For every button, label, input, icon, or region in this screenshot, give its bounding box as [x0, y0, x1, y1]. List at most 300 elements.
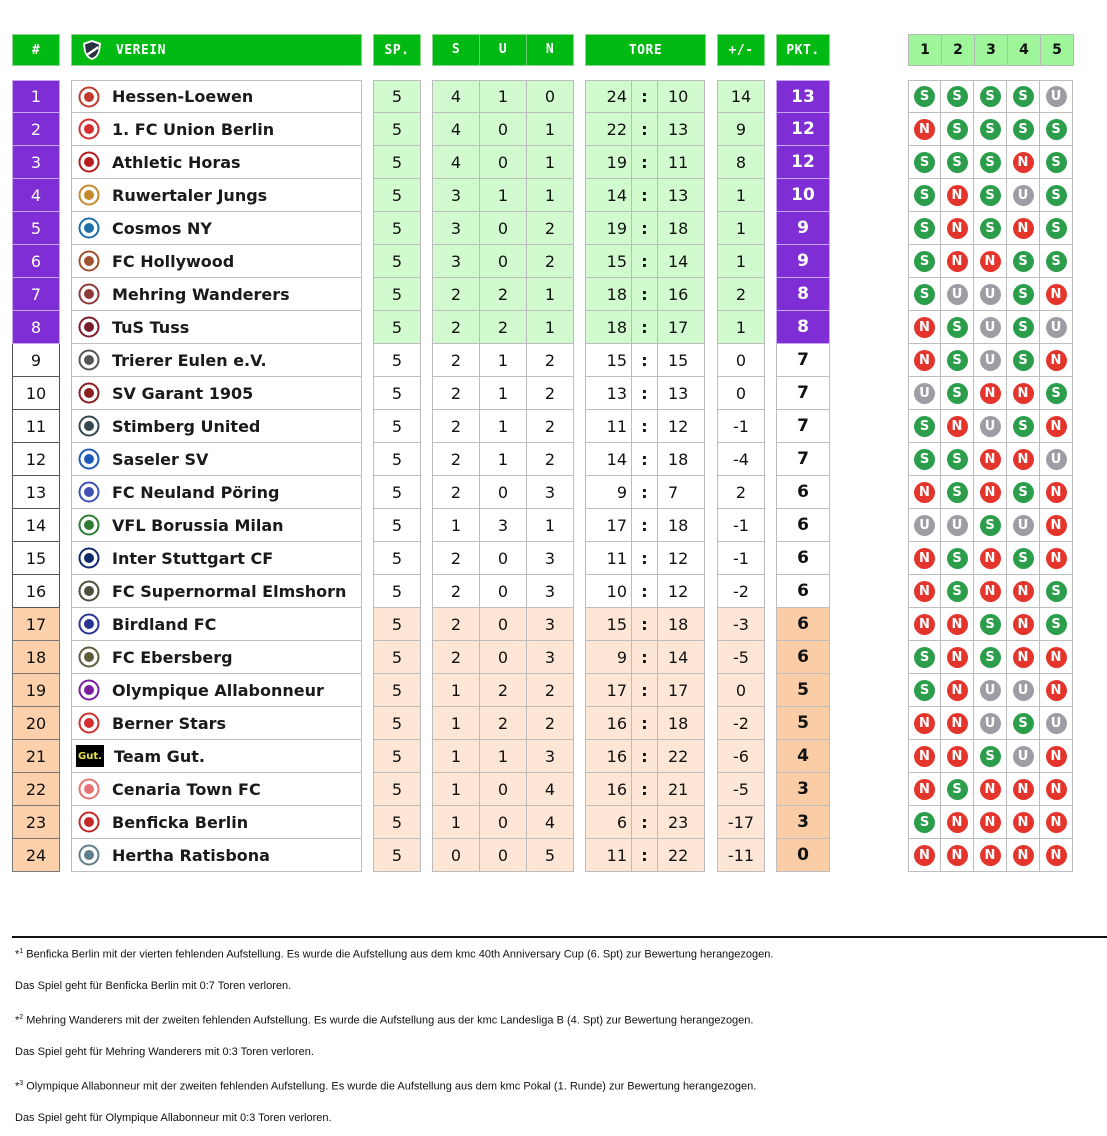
goals-for-cell: 19: [585, 146, 632, 179]
win-badge-icon: S: [947, 152, 968, 173]
draw-badge-icon: U: [1046, 86, 1067, 107]
played-cell: 5: [373, 179, 421, 212]
goals-against-cell: 15: [658, 344, 705, 377]
played-cell: 5: [373, 476, 421, 509]
goals-row: [585, 674, 706, 707]
goals-against-cell: 16: [658, 278, 705, 311]
team-row[interactable]: [71, 443, 362, 476]
rank-cell: 12: [12, 443, 60, 476]
form-row: [908, 377, 1074, 410]
form-cell: [974, 707, 1007, 740]
form-cell: [974, 509, 1007, 542]
team-row[interactable]: [71, 146, 362, 179]
team-name: FC Neuland Pöring: [112, 482, 280, 502]
loss-badge-icon: N: [947, 746, 968, 767]
form-cell: [1040, 542, 1073, 575]
form-cell: [974, 410, 1007, 443]
goals-row: [585, 80, 706, 113]
team-name: Olympique Allabonneur: [112, 680, 324, 700]
footnote-text: Das Spiel geht für Benficka Berlin mit 0:7 Toren verloren.: [15, 980, 292, 992]
team-row[interactable]: [71, 278, 362, 311]
rank-cell: 11: [12, 410, 60, 443]
team-row[interactable]: [71, 839, 362, 872]
record-row: [432, 245, 574, 278]
wins-cell: 2: [432, 311, 480, 344]
rank-cell: 17: [12, 608, 60, 641]
points-cell: 12: [776, 146, 830, 179]
goals-row: [585, 476, 706, 509]
rank-cell: 1: [12, 80, 60, 113]
win-badge-icon: S: [1013, 713, 1034, 734]
draws-cell: 3: [480, 509, 527, 542]
losses-cell: 2: [527, 212, 574, 245]
form-cell: [941, 278, 974, 311]
team-name: VFL Borussia Milan: [112, 515, 284, 535]
goals-row: [585, 641, 706, 674]
points-cell: 6: [776, 575, 830, 608]
form-cell: [941, 476, 974, 509]
form-row: [908, 674, 1074, 707]
form-cell: [1040, 707, 1073, 740]
team-row[interactable]: [71, 311, 362, 344]
loss-badge-icon: N: [1046, 515, 1067, 536]
form-cell: [908, 443, 941, 476]
goals-against-cell: 22: [658, 839, 705, 872]
draws-cell: 1: [480, 410, 527, 443]
header-played-label: SP.: [384, 42, 410, 58]
team-row[interactable]: [71, 245, 362, 278]
loss-badge-icon: N: [980, 383, 1001, 404]
loss-badge-icon: N: [914, 779, 935, 800]
loss-badge-icon: N: [947, 713, 968, 734]
borussia-milan-icon: [76, 513, 102, 537]
loss-badge-icon: N: [1046, 548, 1067, 569]
diff-cell: 1: [717, 245, 765, 278]
goals-row: [585, 509, 706, 542]
goals-against-cell: 7: [658, 476, 705, 509]
loss-badge-icon: N: [1013, 779, 1034, 800]
form-cell: [974, 740, 1007, 773]
team-name: Berner Stars: [112, 713, 227, 733]
goal-separator: :: [632, 476, 658, 509]
header-rank: [12, 34, 60, 66]
team-row[interactable]: [71, 212, 362, 245]
team-name: TuS Tuss: [112, 317, 190, 337]
team-name: Inter Stuttgart CF: [112, 548, 274, 568]
team-name: Team Gut.: [114, 746, 205, 766]
team-name: Hessen-Loewen: [112, 87, 254, 106]
form-row: [908, 509, 1074, 542]
loss-badge-icon: N: [914, 482, 935, 503]
points-cell: 7: [776, 377, 830, 410]
draws-cell: 2: [480, 278, 527, 311]
footnote-line: [15, 1046, 314, 1058]
losses-cell: 3: [527, 641, 574, 674]
form-cell: [1007, 839, 1040, 872]
header-record: [432, 34, 574, 66]
played-cell: 5: [373, 608, 421, 641]
form-cell: [1007, 740, 1040, 773]
loss-badge-icon: N: [980, 449, 1001, 470]
footnote-text: Mehring Wanderers mit der zweiten fehlenden Aufstellung. Es wurde die Aufstellung aus der kmc Landesliga B (4. Spt) zur Bewertung herangezogen.: [23, 1014, 754, 1027]
played-cell: 5: [373, 509, 421, 542]
lion-crest-icon: [76, 85, 102, 109]
record-row: [432, 641, 574, 674]
played-cell: 5: [373, 641, 421, 674]
form-cell: [1040, 443, 1073, 476]
form-row: [908, 641, 1074, 674]
draw-badge-icon: U: [1013, 746, 1034, 767]
form-cell: [1040, 146, 1073, 179]
played-cell: 5: [373, 245, 421, 278]
goals-row: [585, 344, 706, 377]
wins-cell: 2: [432, 443, 480, 476]
form-cell: [908, 179, 941, 212]
form-cell: [908, 674, 941, 707]
points-cell: 5: [776, 674, 830, 707]
rank-cell: 24: [12, 839, 60, 872]
form-row: [908, 344, 1074, 377]
diff-cell: -11: [717, 839, 765, 872]
supernormal-crest-icon: [76, 579, 102, 603]
loss-badge-icon: N: [1046, 812, 1067, 833]
loss-badge-icon: N: [1046, 845, 1067, 866]
form-cell: [1040, 575, 1073, 608]
win-badge-icon: S: [980, 515, 1001, 536]
draws-cell: 1: [480, 179, 527, 212]
team-name: Cenaria Town FC: [112, 779, 261, 799]
team-row[interactable]: [71, 740, 362, 773]
points-cell: 6: [776, 509, 830, 542]
wins-cell: 4: [432, 146, 480, 179]
wins-cell: 2: [432, 476, 480, 509]
team-row[interactable]: [71, 773, 362, 806]
goal-separator: :: [632, 212, 658, 245]
losses-cell: 3: [527, 740, 574, 773]
team-name: Ruwertaler Jungs: [112, 185, 268, 205]
loss-badge-icon: N: [1013, 449, 1034, 470]
diff-cell: 0: [717, 674, 765, 707]
ruwertaler-crest-icon: [76, 183, 102, 207]
form-cell: [1007, 377, 1040, 410]
footnote-text: Das Spiel geht für Mehring Wanderers mit 0:3 Toren verloren.: [15, 1046, 314, 1058]
loss-badge-icon: N: [1013, 152, 1034, 173]
record-row: [432, 806, 574, 839]
footnote-number: 3: [19, 1080, 24, 1087]
form-cell: [908, 806, 941, 839]
record-row: [432, 476, 574, 509]
form-cell: [1040, 740, 1073, 773]
goals-for-cell: 11: [585, 839, 632, 872]
rank-cell: 10: [12, 377, 60, 410]
win-badge-icon: S: [914, 284, 935, 305]
form-cell: [1007, 245, 1040, 278]
goals-row: [585, 377, 706, 410]
loss-badge-icon: N: [1046, 680, 1067, 701]
form-cell: [974, 179, 1007, 212]
form-cell: [1040, 641, 1073, 674]
win-badge-icon: S: [1013, 119, 1034, 140]
goals-against-cell: 13: [658, 113, 705, 146]
form-cell: [1007, 344, 1040, 377]
form-cell: [1040, 806, 1073, 839]
form-cell: [1007, 146, 1040, 179]
goals-against-cell: 12: [658, 575, 705, 608]
draws-cell: 2: [480, 311, 527, 344]
goal-separator: :: [632, 740, 658, 773]
loss-badge-icon: N: [1013, 845, 1034, 866]
draw-badge-icon: U: [1046, 449, 1067, 470]
loss-badge-icon: N: [914, 548, 935, 569]
draw-badge-icon: U: [1013, 515, 1034, 536]
team-name: Stimberg United: [112, 416, 261, 436]
win-badge-icon: S: [914, 185, 935, 206]
goal-separator: :: [632, 806, 658, 839]
form-cell: [908, 278, 941, 311]
form-cell: [1007, 476, 1040, 509]
form-cell: [908, 245, 941, 278]
goals-for-cell: 15: [585, 608, 632, 641]
goals-row: [585, 146, 706, 179]
goals-against-cell: 13: [658, 179, 705, 212]
form-cell: [941, 113, 974, 146]
goal-separator: :: [632, 146, 658, 179]
goals-for-cell: 13: [585, 377, 632, 410]
goal-separator: :: [632, 542, 658, 575]
goal-separator: :: [632, 443, 658, 476]
team-name: Trierer Eulen e.V.: [112, 350, 267, 370]
header-goals: [585, 34, 706, 66]
team-row[interactable]: [71, 806, 362, 839]
form-cell: [1007, 674, 1040, 707]
form-cell: [1007, 641, 1040, 674]
logo-text: Gut.: [78, 750, 102, 762]
diff-cell: 14: [717, 80, 765, 113]
team-row[interactable]: [71, 575, 362, 608]
win-badge-icon: S: [1013, 416, 1034, 437]
loss-badge-icon: N: [980, 251, 1001, 272]
team-row[interactable]: [71, 113, 362, 146]
form-cell: [908, 773, 941, 806]
form-row: [908, 773, 1074, 806]
team-row[interactable]: [71, 80, 362, 113]
rank-cell: 20: [12, 707, 60, 740]
draw-badge-icon: U: [980, 317, 1001, 338]
diff-column: [717, 80, 765, 872]
loss-badge-icon: N: [947, 680, 968, 701]
form-cell: [941, 575, 974, 608]
team-row[interactable]: [71, 608, 362, 641]
goal-separator: :: [632, 707, 658, 740]
record-row: [432, 443, 574, 476]
played-cell: 5: [373, 806, 421, 839]
win-badge-icon: S: [914, 218, 935, 239]
team-name: Athletic Horas: [112, 152, 241, 172]
loss-badge-icon: N: [1013, 581, 1034, 602]
win-badge-icon: S: [914, 416, 935, 437]
header-points-label: PKT.: [786, 42, 820, 58]
union-berlin-icon: [76, 117, 102, 141]
points-cell: 5: [776, 707, 830, 740]
loss-badge-icon: N: [947, 218, 968, 239]
team-row[interactable]: [71, 707, 362, 740]
team-row[interactable]: [71, 377, 362, 410]
played-cell: 5: [373, 674, 421, 707]
record-row: [432, 839, 574, 872]
win-badge-icon: S: [980, 152, 1001, 173]
loss-badge-icon: N: [914, 317, 935, 338]
form-cell: [1007, 806, 1040, 839]
record-row: [432, 311, 574, 344]
draws-cell: 1: [480, 443, 527, 476]
loss-badge-icon: N: [947, 845, 968, 866]
record-row: [432, 212, 574, 245]
loss-badge-icon: N: [980, 812, 1001, 833]
diff-cell: 0: [717, 344, 765, 377]
win-badge-icon: S: [1046, 251, 1067, 272]
footnote-divider: [12, 936, 1107, 938]
club-column: [71, 80, 362, 872]
draws-cell: 0: [480, 542, 527, 575]
points-cell: 6: [776, 542, 830, 575]
draw-badge-icon: U: [947, 515, 968, 536]
goals-against-cell: 12: [658, 542, 705, 575]
losses-cell: 4: [527, 806, 574, 839]
win-badge-icon: S: [1013, 482, 1034, 503]
footnote-line: [15, 1014, 753, 1027]
loss-badge-icon: N: [914, 713, 935, 734]
form-cell: [1007, 113, 1040, 146]
goals-row: [585, 773, 706, 806]
form-column: [908, 80, 1074, 872]
record-row: [432, 740, 574, 773]
goals-for-cell: 17: [585, 509, 632, 542]
footnote-text: Benficka Berlin mit der vierten fehlenden Aufstellung. Es wurde die Aufstellung aus dem kmc 40th Anniversary Cup (6. Spt) zur Bewertung herangezogen.: [23, 948, 774, 961]
form-cell: [1040, 113, 1073, 146]
draws-cell: 0: [480, 575, 527, 608]
form-cell: [908, 542, 941, 575]
form-cell: [1007, 575, 1040, 608]
team-row[interactable]: [71, 674, 362, 707]
win-badge-icon: S: [914, 86, 935, 107]
points-cell: 6: [776, 476, 830, 509]
team-name: FC Supernormal Elmshorn: [112, 581, 347, 601]
form-cell: [1007, 707, 1040, 740]
win-badge-icon: S: [1046, 185, 1067, 206]
record-row: [432, 608, 574, 641]
form-cell: [974, 641, 1007, 674]
form-cell: [1040, 179, 1073, 212]
goals-for-cell: 16: [585, 773, 632, 806]
footnote-text: Olympique Allabonneur mit der zweiten fehlenden Aufstellung. Es wurde die Aufstellung aus dem kmc Pokal (1. Runde) zur Bewertung herangezogen.: [23, 1080, 757, 1093]
goals-row: [585, 311, 706, 344]
draws-cell: 0: [480, 641, 527, 674]
goals-row: [585, 113, 706, 146]
record-row: [432, 773, 574, 806]
loss-badge-icon: N: [914, 746, 935, 767]
losses-cell: 0: [527, 80, 574, 113]
win-badge-icon: S: [947, 449, 968, 470]
played-cell: 5: [373, 278, 421, 311]
footnote-line: [15, 948, 773, 961]
form-cell: [1007, 773, 1040, 806]
form-cell: [941, 542, 974, 575]
form-cell: [974, 146, 1007, 179]
team-row[interactable]: [71, 344, 362, 377]
rank-cell: 3: [12, 146, 60, 179]
team-row[interactable]: [71, 641, 362, 674]
played-cell: 5: [373, 113, 421, 146]
rank-cell: 7: [12, 278, 60, 311]
goals-against-cell: 14: [658, 245, 705, 278]
team-name: Hertha Ratisbona: [112, 845, 270, 865]
form-row: [908, 80, 1074, 113]
header-club: [71, 34, 362, 66]
win-badge-icon: S: [947, 383, 968, 404]
team-row[interactable]: [71, 476, 362, 509]
goal-separator: :: [632, 179, 658, 212]
draw-badge-icon: U: [980, 713, 1001, 734]
form-cell: [941, 146, 974, 179]
rank-cell: 8: [12, 311, 60, 344]
header-rank-label: #: [31, 42, 41, 58]
rank-cell: 9: [12, 344, 60, 377]
record-row: [432, 377, 574, 410]
win-badge-icon: S: [980, 647, 1001, 668]
form-cell: [941, 245, 974, 278]
draw-badge-icon: U: [980, 680, 1001, 701]
loss-badge-icon: N: [1013, 812, 1034, 833]
form-cell: [1040, 278, 1073, 311]
form-cell: [908, 377, 941, 410]
win-badge-icon: S: [1046, 383, 1067, 404]
form-cell: [1040, 410, 1073, 443]
played-cell: 5: [373, 773, 421, 806]
goals-against-cell: 23: [658, 806, 705, 839]
goals-against-cell: 18: [658, 443, 705, 476]
team-row[interactable]: [71, 542, 362, 575]
rank-cell: 15: [12, 542, 60, 575]
win-badge-icon: S: [947, 86, 968, 107]
points-cell: 3: [776, 773, 830, 806]
losses-cell: 1: [527, 509, 574, 542]
team-name: Saseler SV: [112, 449, 209, 469]
team-row[interactable]: [71, 509, 362, 542]
loss-badge-icon: N: [980, 482, 1001, 503]
form-cell: [1040, 839, 1073, 872]
win-badge-icon: S: [1046, 152, 1067, 173]
win-badge-icon: S: [1013, 317, 1034, 338]
wins-cell: 1: [432, 740, 480, 773]
played-cell: 5: [373, 542, 421, 575]
win-badge-icon: S: [1013, 86, 1034, 107]
form-cell: [908, 476, 941, 509]
draws-cell: 1: [480, 377, 527, 410]
win-badge-icon: S: [914, 449, 935, 470]
diff-cell: -1: [717, 542, 765, 575]
header-losses: N: [526, 35, 573, 65]
team-name: Mehring Wanderers: [112, 284, 290, 304]
header-form-2: 2: [941, 35, 974, 65]
rank-cell: 18: [12, 641, 60, 674]
cenaria-crest-icon: [76, 777, 102, 801]
team-row[interactable]: [71, 179, 362, 212]
goals-against-cell: 18: [658, 608, 705, 641]
win-badge-icon: S: [1013, 548, 1034, 569]
goals-against-cell: 11: [658, 146, 705, 179]
goals-for-cell: 19: [585, 212, 632, 245]
team-row[interactable]: [71, 410, 362, 443]
